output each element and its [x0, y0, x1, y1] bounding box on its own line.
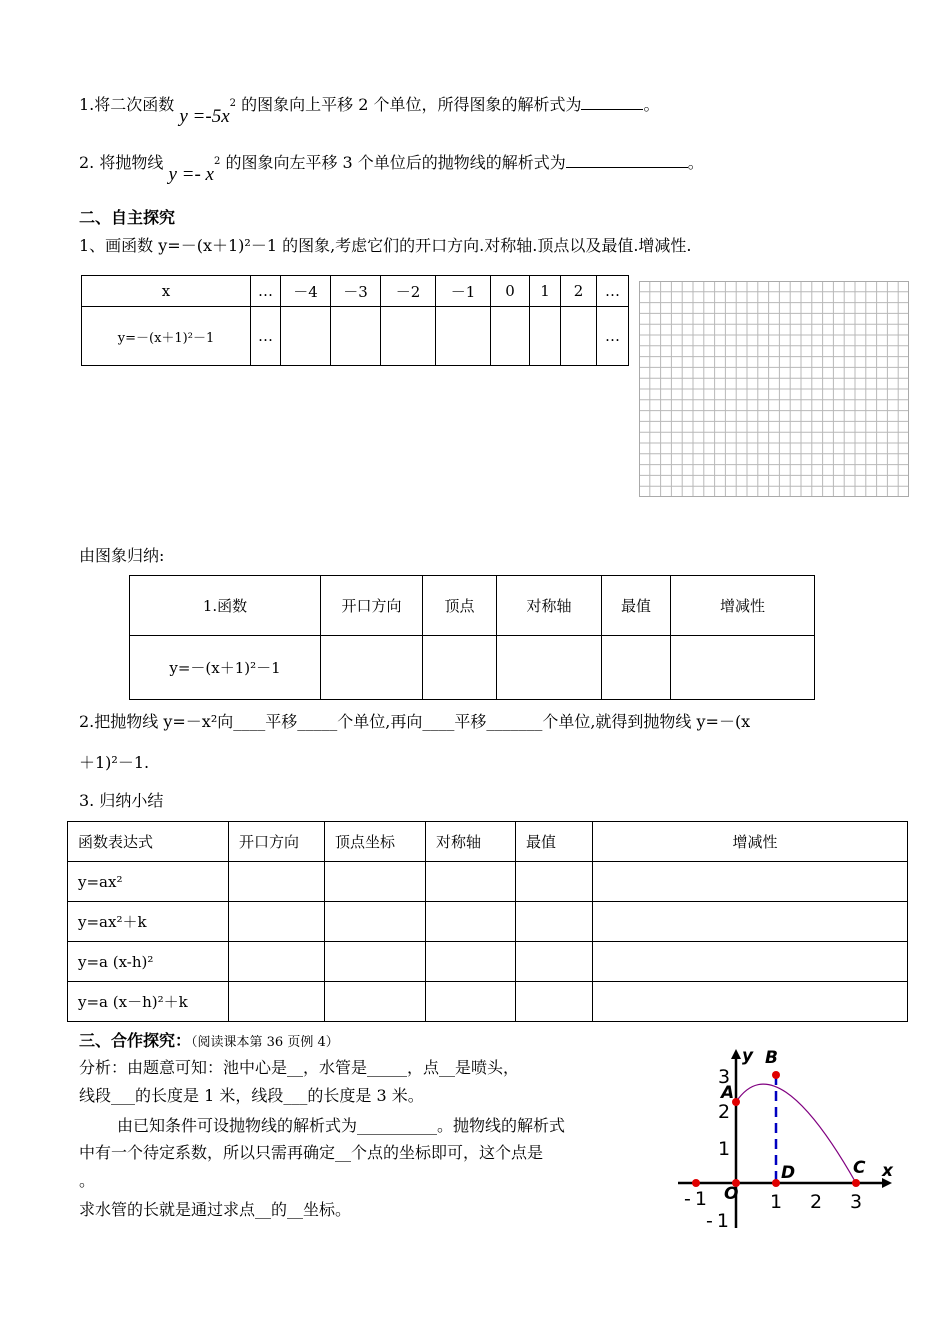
value-table-cell: …	[251, 307, 281, 366]
summary-input[interactable]	[426, 982, 516, 1022]
y-axis-label: y	[742, 1046, 754, 1066]
summary-header: 开口方向	[229, 822, 325, 862]
property-header: 开口方向	[321, 576, 423, 636]
y-tick-label: 3	[718, 1066, 731, 1088]
value-table-cell: －1	[436, 276, 491, 307]
summary-input[interactable]	[325, 902, 426, 942]
question-2: 2. 将抛物线 $y =- x^2$ 的图象向左平移 3 个单位后的抛物线的解析式为 。	[79, 153, 704, 185]
q1-prefix: 1.将二次函数	[79, 95, 175, 114]
property-input[interactable]	[671, 636, 815, 700]
summary-header: 增减性	[593, 822, 908, 862]
y-tick-label: -1	[706, 1210, 733, 1232]
value-table-input[interactable]	[491, 307, 530, 366]
analysis-line-1: 分析：由题意可知：池中心是__，水管是_____，点__是喷头，	[79, 1058, 520, 1077]
y-tick-label: 2	[718, 1101, 731, 1123]
summary-row-label: y=a (x-h)²	[68, 942, 229, 982]
q2-answer-blank[interactable]	[566, 153, 688, 168]
property-header: 顶点	[423, 576, 497, 636]
section-2-task: 1、画函数 y=－(x＋1)²－1 的图象,考虑它们的开口方向.对称轴.顶点以及最值.增减性.	[79, 236, 692, 255]
value-table-cell: 0	[491, 276, 530, 307]
summary-input[interactable]	[516, 862, 593, 902]
fountain-graph	[670, 1045, 900, 1240]
point-label-D: D	[781, 1163, 796, 1183]
property-input[interactable]	[321, 636, 423, 700]
value-table-input[interactable]	[530, 307, 561, 366]
summary-input[interactable]	[593, 862, 908, 902]
section-2-title: 二、自主探究	[79, 208, 176, 227]
value-table-input[interactable]	[436, 307, 491, 366]
summary-input[interactable]	[426, 942, 516, 982]
summary-title: 3. 归纳小结	[79, 791, 164, 810]
property-input[interactable]	[602, 636, 671, 700]
summary-input[interactable]	[229, 862, 325, 902]
summary-row-label: y=ax²＋k	[68, 902, 229, 942]
summary-input[interactable]	[593, 902, 908, 942]
summary-row-label: y=ax²	[68, 862, 229, 902]
property-table	[129, 575, 815, 700]
value-table-cell: …	[597, 276, 629, 307]
point-label-B: B	[765, 1048, 778, 1068]
property-header: 最值	[602, 576, 671, 636]
summary-input[interactable]	[229, 982, 325, 1022]
value-table-cell: －3	[331, 276, 381, 307]
value-table-input[interactable]	[561, 307, 597, 366]
summary-header: 顶点坐标	[325, 822, 426, 862]
summary-input[interactable]	[593, 982, 908, 1022]
grid-paper	[639, 281, 909, 497]
section-3-title: 三、合作探究：	[79, 1031, 192, 1050]
shift-question-line1: 2.把抛物线 y=－x²向____平移_____个单位,再向____平移_______个单位,就得到抛物线 y=－(x	[79, 712, 751, 731]
shift-question-line2: ＋1)²－1.	[79, 753, 150, 772]
value-table	[81, 275, 629, 366]
x-tick-label: 2	[810, 1191, 823, 1213]
summary-header: 函数表达式	[68, 822, 229, 862]
point-D	[772, 1179, 780, 1187]
value-table-input[interactable]	[381, 307, 436, 366]
summary-table	[67, 821, 908, 1022]
analysis-line-6: 求水管的长就是通过求点__的__坐标。	[79, 1200, 352, 1219]
summary-input[interactable]	[325, 862, 426, 902]
value-table-cell: 1	[530, 276, 561, 307]
q1-answer-blank[interactable]	[581, 95, 643, 110]
point-label-C: C	[853, 1158, 866, 1178]
q1-formula: y =-5x	[179, 106, 230, 127]
value-table-cell: －2	[381, 276, 436, 307]
point-C	[852, 1179, 860, 1187]
question-1: 1.将二次函数 $y =-5x^2$ 的图象向上平移 2 个单位，所得图象的解析式为 。	[79, 95, 660, 127]
value-table-cell: …	[597, 307, 629, 366]
point-neg1	[692, 1179, 700, 1187]
property-function: y=－(x＋1)²－1	[130, 636, 321, 700]
summarize-label: 由图象归纳:	[79, 546, 165, 565]
property-header: 对称轴	[497, 576, 602, 636]
value-table-input[interactable]	[281, 307, 331, 366]
section-3-heading	[79, 1028, 339, 1051]
point-label-O: O	[724, 1184, 739, 1204]
property-header: 1.函数	[130, 576, 321, 636]
value-table-cell: －4	[281, 276, 331, 307]
x-axis-label: x	[882, 1161, 893, 1181]
property-input[interactable]	[497, 636, 602, 700]
summary-input[interactable]	[516, 902, 593, 942]
parabola-curve	[736, 1084, 856, 1183]
value-table-cell: …	[251, 276, 281, 307]
section-3-note: （阅读课本第 36 页例 4）	[191, 1035, 339, 1050]
summary-input[interactable]	[325, 942, 426, 982]
property-header: 增减性	[671, 576, 815, 636]
summary-header: 最值	[516, 822, 593, 862]
analysis-line-2: 线段___的长度是 1 米，线段___的长度是 3 米。	[79, 1086, 424, 1105]
summary-input[interactable]	[325, 982, 426, 1022]
x-tick-label: -1	[684, 1188, 711, 1210]
analysis-line-4: 中有一个待定系数，所以只需再确定__个点的坐标即可，这个点是	[79, 1143, 544, 1162]
summary-input[interactable]	[229, 942, 325, 982]
summary-input[interactable]	[593, 942, 908, 982]
value-table-y-label: y=－(x＋1)²－1	[82, 307, 251, 366]
property-input[interactable]	[423, 636, 497, 700]
summary-input[interactable]	[426, 862, 516, 902]
y-tick-label: 1	[718, 1138, 731, 1160]
point-label-A: A	[721, 1083, 735, 1103]
summary-input[interactable]	[516, 982, 593, 1022]
q2-suffix: 的图象向左平移 3 个单位后的抛物线的解析式为	[225, 153, 566, 172]
value-table-cell: 2	[561, 276, 597, 307]
point-B	[772, 1071, 780, 1079]
x-tick-label: 3	[850, 1191, 863, 1213]
value-table-input[interactable]	[331, 307, 381, 366]
analysis-line-3: 由已知条件可设抛物线的解析式为__________。抛物线的解析式	[117, 1116, 566, 1135]
summary-header: 对称轴	[426, 822, 516, 862]
x-tick-label: 1	[770, 1191, 783, 1213]
q2-formula: y =- x	[168, 164, 214, 185]
q1-suffix: 的图象向上平移 2 个单位，所得图象的解析式为	[241, 95, 582, 114]
analysis-line-5: 。	[79, 1171, 96, 1190]
y-axis-arrow	[731, 1049, 741, 1059]
value-table-cell: x	[82, 276, 251, 307]
summary-input[interactable]	[229, 902, 325, 942]
q2-prefix: 2. 将抛物线	[79, 153, 164, 172]
summary-input[interactable]	[516, 942, 593, 982]
summary-row-label: y=a (x－h)²＋k	[68, 982, 229, 1022]
summary-input[interactable]	[426, 902, 516, 942]
